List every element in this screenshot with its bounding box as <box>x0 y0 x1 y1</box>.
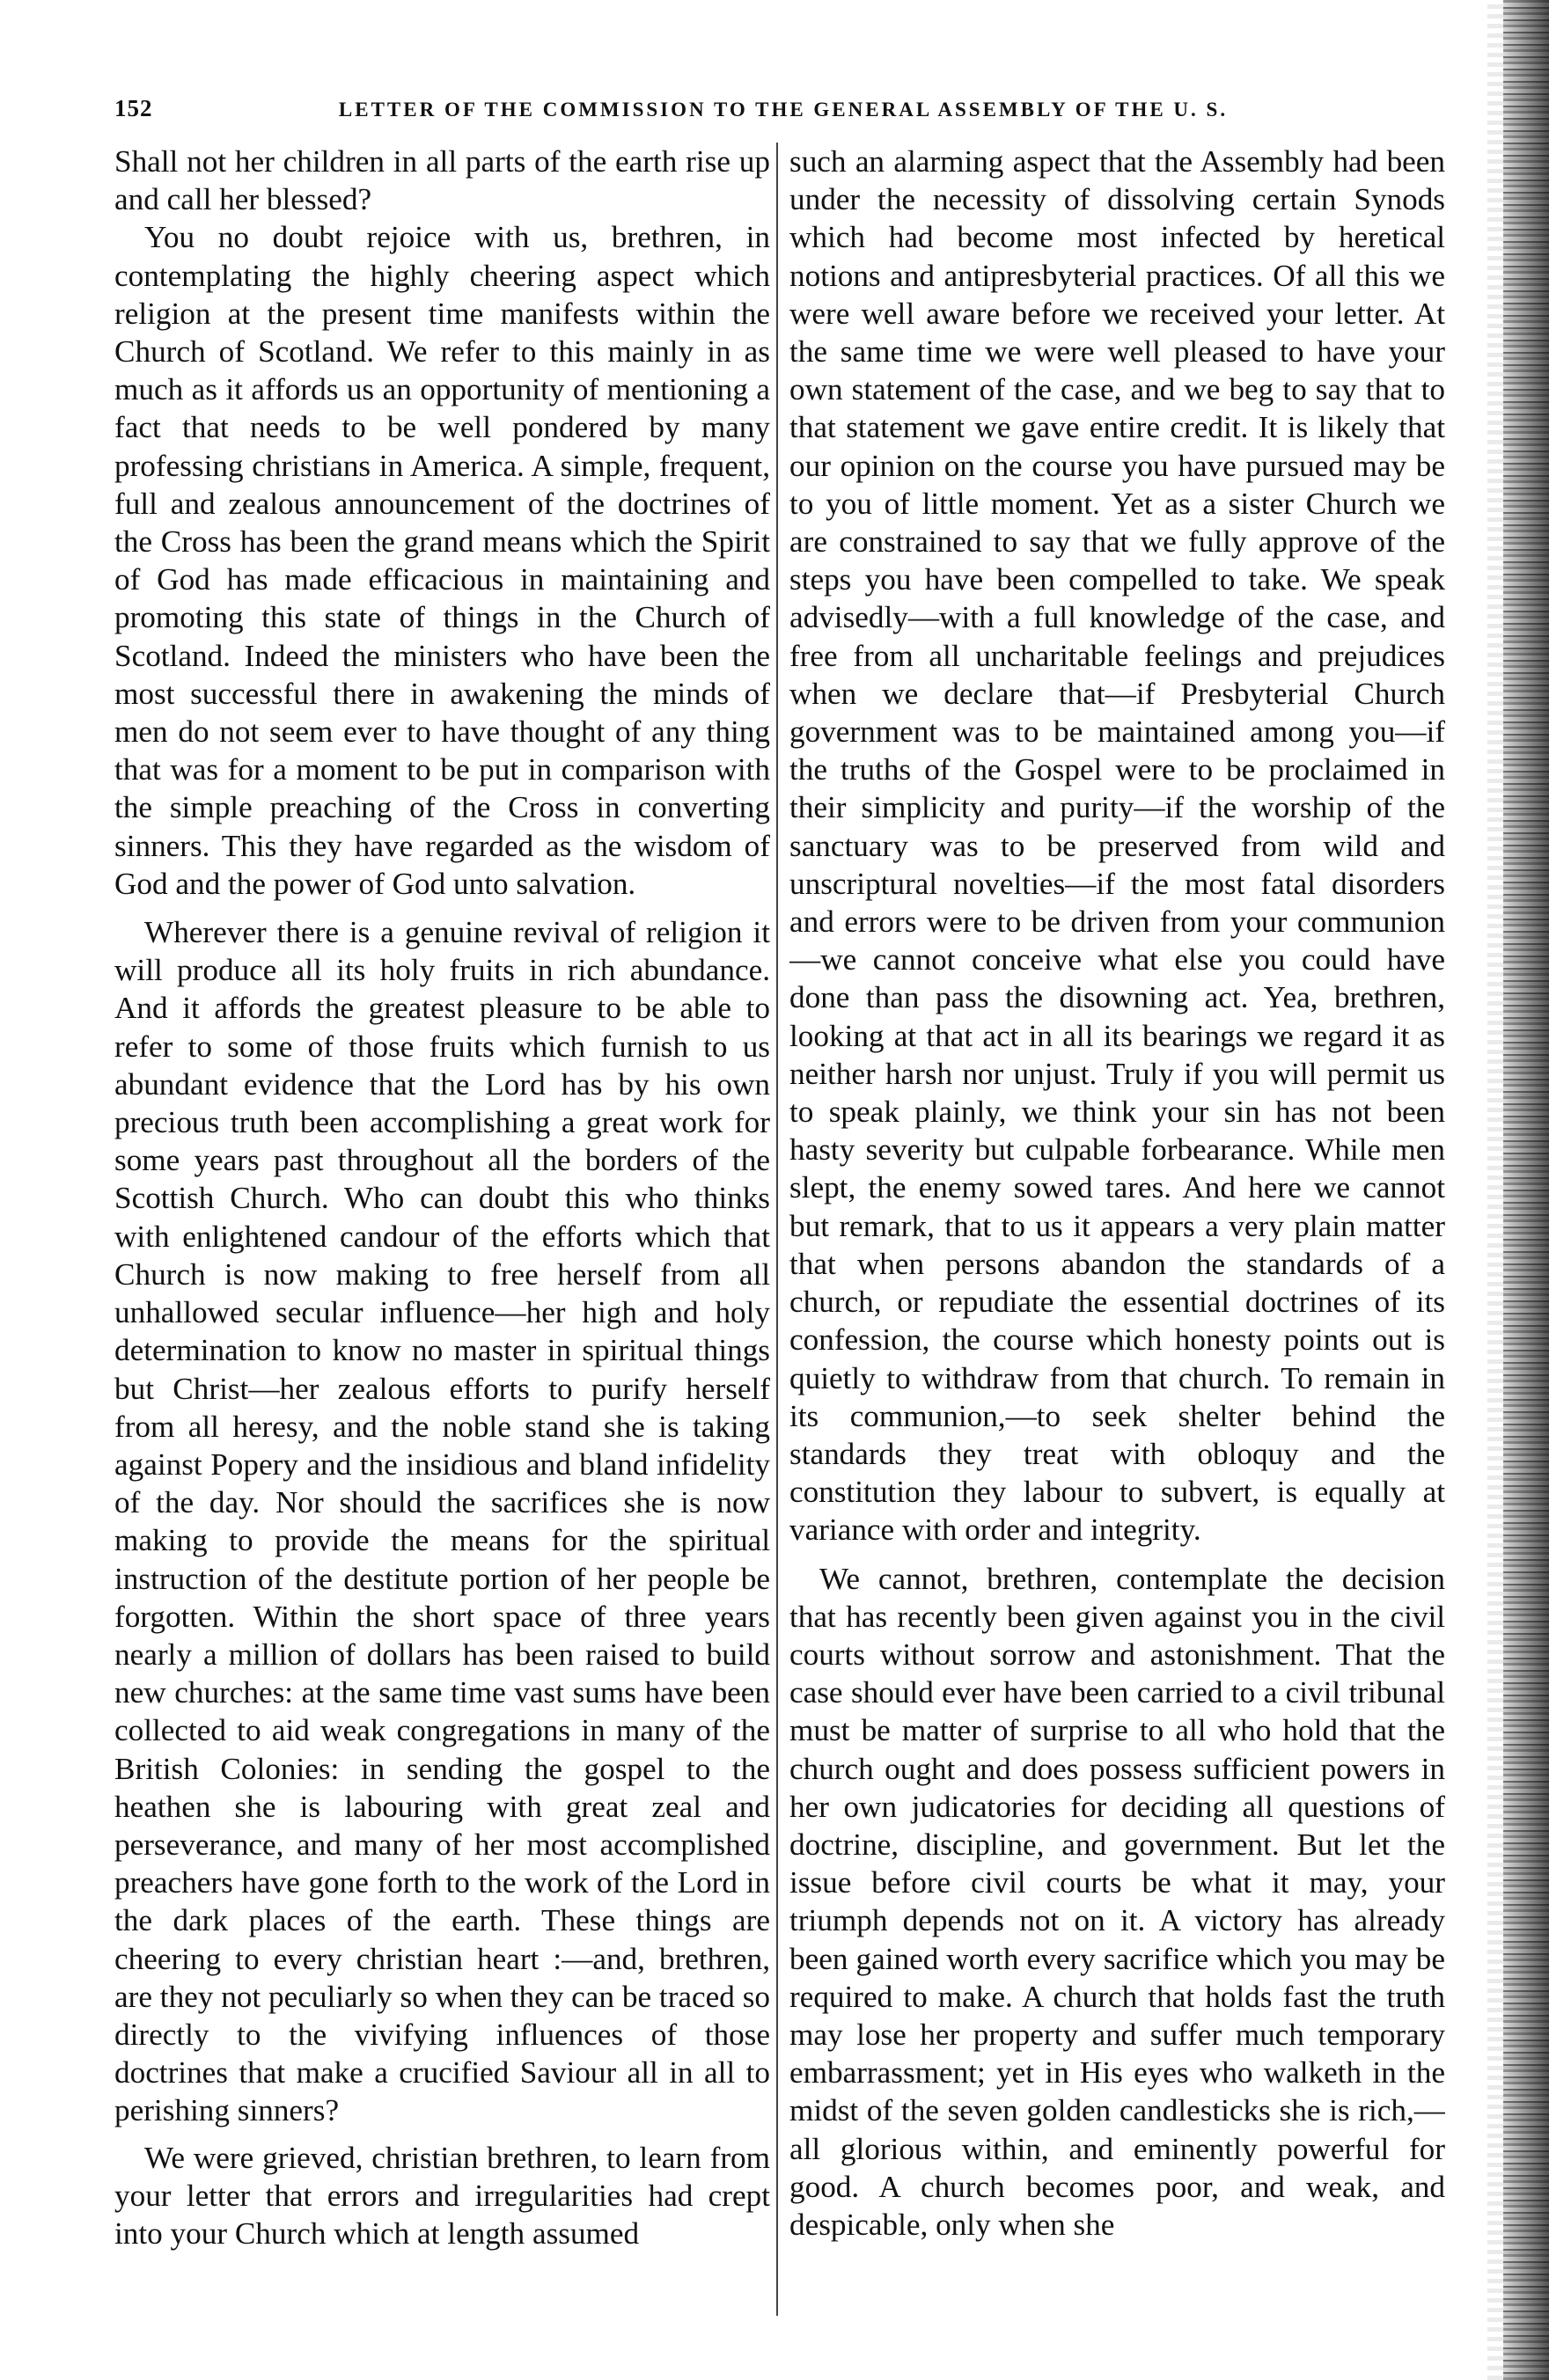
page-header <box>114 95 1391 130</box>
paragraph: We cannot, brethren, contemplate the decision that has recently been given against you in the civil courts without sorrow and astonishment. That the case should ever have been carried to a civil tribunal must be matter of surprise to all who hold that the church ought and does possess sufficient powers in her own judicatories for deciding all questions of doctrine, discipline, and government. But let the issue before civil courts be what it may, your triumph depends not on it. A victory has already been gained worth every sacrifice which you may be required to make. A church that holds fast the truth may lose her property and suffer much temporary embarrassment; yet in His eyes who walketh in the midst of the seven golden candlesticks she is rich,—all glorious within, and eminently powerful for good. A church becomes poor, and weak, and despicable, only when she <box>789 1561 1445 2242</box>
binding-edge-shading <box>1487 0 1503 2380</box>
right-column <box>789 143 1445 2325</box>
running-head: LETTER OF THE COMMISSION TO THE GENERAL ASSEMBLY OF THE U. S. <box>338 99 1229 121</box>
paragraph: Shall not her children in all parts of the earth rise up and call her blessed? <box>114 144 770 217</box>
column-divider <box>776 143 778 2316</box>
page-number: 152 <box>114 95 153 121</box>
page-edge-shadow <box>1503 0 1549 2380</box>
left-column <box>114 143 770 2325</box>
paragraph: You no doubt rejoice with us, brethren, in contemplating the highly cheering aspect which religion at the present time manifests within the Church of Scotland. We refer to this mainly in as much as it affords us an opportunity of mentioning a fact that needs to be well pondered by many professing christians in America. A simple, frequent, full and zealous announcement of the doctrines of the Cross has been the grand means which the Spirit of God has made efficacious in maintaining and promoting this state of things in the Church of Scotland. Indeed the ministers who have been the most successful there in awakening the minds of men do not seem ever to have thought of any thing that was for a moment to be put in comparison with the simple preaching of the Cross in converting sinners. This they have regarded as the wisdom of God and the power of God unto salvation. <box>114 220 770 901</box>
paragraph: We were grieved, christian brethren, to learn from your letter that errors and irregularities had crept into your Church which at length assumed <box>114 2140 770 2251</box>
paragraph: Wherever there is a genuine revival of religion it will produce all its holy fruits in rich abundance. And it affords the greatest pleasure to be able to refer to some of those fruits which furnish to us abundant evidence that the Lord has by his own precious truth been accomplishing a great work for some years past throughout all the borders of the Scottish Church. Who can doubt this who thinks with enlightened candour of the efforts which that Church is now making to free herself from all unhallowed secular influence—her high and holy determination to know no master in spiritual things but Christ—her zealous efforts to purify herself from all heresy, and the noble stand she is taking against Popery and the insidious and bland infidelity of the day. Nor should the sacrifices she is now making to provide the means for the spiritual instruction of the destitute portion of her people be forgotten. Within the short space of three years nearly a million of dollars has been raised to build new churches: at the same time vast sums have been collected to aid weak congregations in many of the British Colonies: in sending the gospel to the heathen she is labouring with great zeal and perseverance, and many of her most accomplished preachers have gone forth to the work of the Lord in the dark places of the earth. These things are cheering to every christian heart :—and, brethren, are they not peculiarly so when they can be traced so directly to the vivifying influences of those doctrines that make a crucified Saviour all in all to perishing sinners? <box>114 915 770 2128</box>
paragraph: such an alarming aspect that the Assembly had been under the necessity of dissolving certain Synods which had become most infected by heretical notions and antipresbyterial practices. Of all this we were well aware before we received your letter. At the same time we were well pleased to have your own statement of the case, and we beg to say that to that statement we gave entire credit. It is likely that our opinion on the course you have pursued may be to you of little moment. Yet as a sister Church we are constrained to say that we fully approve of the steps you have been compelled to take. We speak advisedly—with a full knowledge of the case, and free from all uncharitable feelings and prejudices when we declare that—if Presbyterial Church government was to be maintained among you—if the truths of the Gospel were to be proclaimed in their simplicity and purity—if the worship of the sanctuary was to be preserved from wild and unscriptural novelties—if the most fatal disorders and errors were to be driven from your communion—we cannot conceive what else you could have done than pass the disowning act. Yea, brethren, looking at that act in all its bearings we regard it as neither harsh nor unjust. Truly if you will permit us to speak plainly, we think your sin has not been hasty severity but culpable forbearance. While men slept, the enemy sowed tares. And here we cannot but remark, that to us it appears a very plain matter that when persons abandon the standards of a church, or repudiate the essential doctrines of its confession, the course which honesty points out is quietly to withdraw from that church. To remain in its communion,—to seek shelter behind the standards they treat with obloquy and the constitution they labour to subvert, is equally at variance with order and integrity. <box>789 144 1445 1548</box>
